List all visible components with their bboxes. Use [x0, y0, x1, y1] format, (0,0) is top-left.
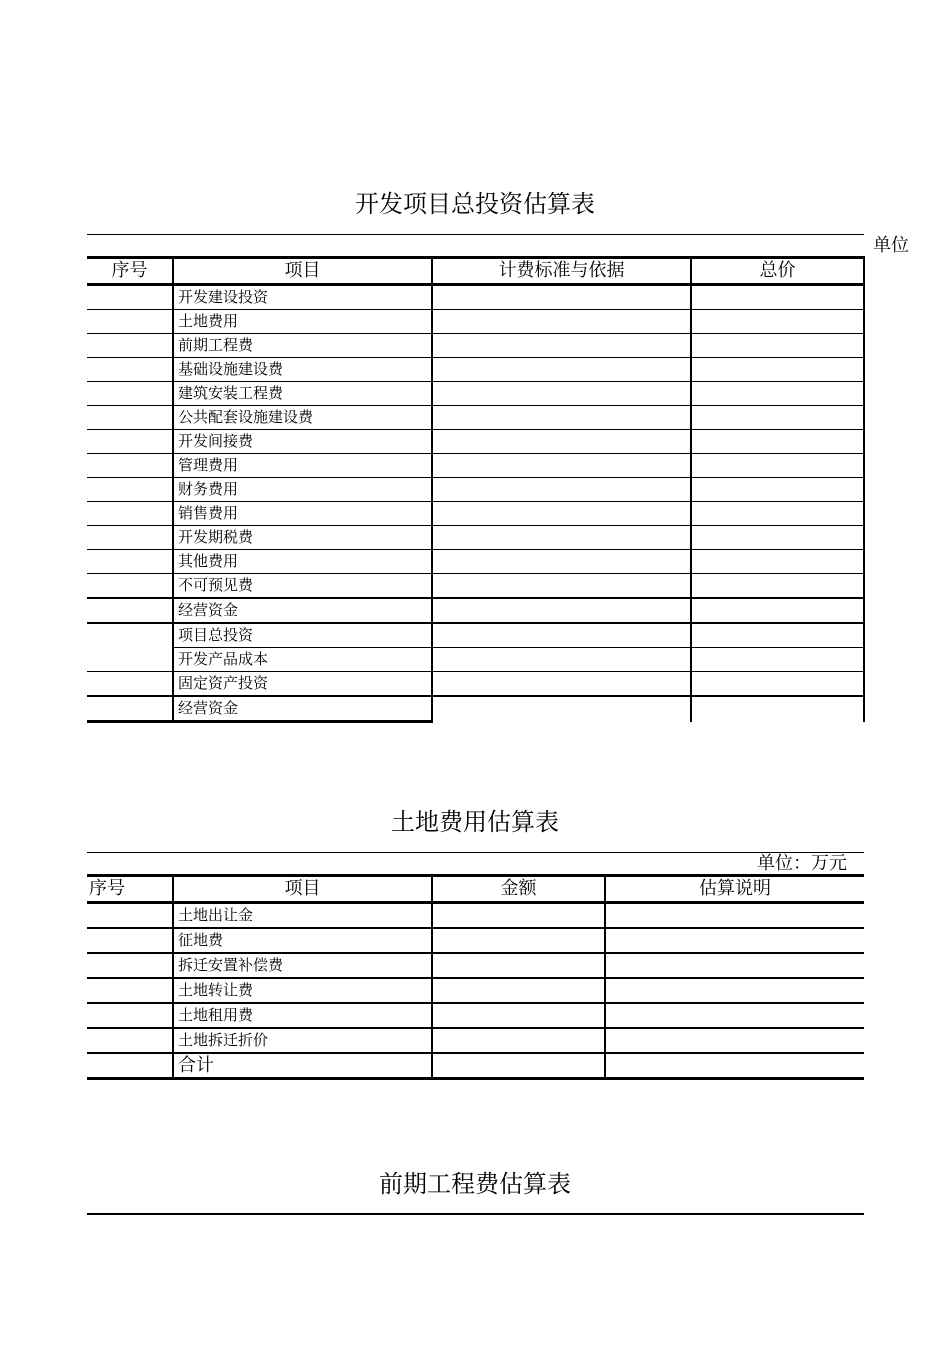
- cell-seq: [87, 928, 173, 953]
- cell-item: 土地出让金: [173, 903, 432, 929]
- table-row: [87, 623, 864, 648]
- table-row: [87, 598, 864, 623]
- header-basis: 计费标准与依据: [432, 258, 691, 285]
- cell-value: [691, 478, 864, 502]
- table-row: [87, 978, 864, 1003]
- investment-estimate-table: [87, 256, 865, 723]
- cell-seq: [87, 430, 173, 454]
- table-row: [87, 1028, 864, 1053]
- cell-item: 其他费用: [173, 550, 432, 574]
- table-row: [87, 454, 864, 478]
- cell-value: [691, 574, 864, 599]
- cell-seq: [87, 502, 173, 526]
- cell-value: [691, 285, 864, 310]
- cell-value: [432, 358, 691, 382]
- table-row: [87, 382, 864, 406]
- cell-value: [605, 1028, 864, 1053]
- header-amount: 金额: [432, 876, 605, 903]
- cell-value: [432, 334, 691, 358]
- cell-value: [432, 978, 605, 1003]
- cell-value: [432, 502, 691, 526]
- cell-value: [691, 648, 864, 672]
- table-row: [87, 310, 864, 334]
- header-seq: 序号: [87, 876, 173, 903]
- header-seq: 序号: [87, 258, 173, 285]
- cell-seq: [87, 598, 173, 623]
- cell-item: 固定资产投资: [173, 672, 432, 697]
- cell-seq: [87, 623, 173, 648]
- table1-title: 开发项目总投资估算表: [355, 190, 595, 218]
- cell-seq: [87, 978, 173, 1003]
- cell-item: 基础设施建设费: [173, 358, 432, 382]
- cell-value: [691, 696, 864, 722]
- cell-value: [432, 903, 605, 929]
- cell-value: [605, 928, 864, 953]
- table-row: [87, 1003, 864, 1028]
- table2-title-rule: [87, 852, 864, 853]
- cell-seq: [87, 334, 173, 358]
- cell-value: [691, 310, 864, 334]
- cell-seq: [87, 406, 173, 430]
- table-row: [87, 1053, 864, 1079]
- cell-value: [432, 928, 605, 953]
- cell-value: [432, 1053, 605, 1079]
- cell-value: [691, 672, 864, 697]
- cell-seq: [87, 478, 173, 502]
- cell-seq: [87, 358, 173, 382]
- header-item: 项目: [173, 258, 432, 285]
- cell-value: [432, 1028, 605, 1053]
- table-row: [87, 550, 864, 574]
- cell-value: [605, 978, 864, 1003]
- header-total: 总价: [691, 258, 864, 285]
- table-row: [87, 334, 864, 358]
- table-row: [87, 430, 864, 454]
- table1-title-rule: [87, 234, 864, 235]
- cell-item: 项目总投资: [173, 623, 432, 648]
- cell-value: [691, 358, 864, 382]
- cell-value: [691, 598, 864, 623]
- cell-value: [432, 1003, 605, 1028]
- cell-value: [691, 550, 864, 574]
- cell-seq: [87, 648, 173, 672]
- header-item: 项目: [173, 876, 432, 903]
- cell-value: [432, 285, 691, 310]
- table-row: [87, 648, 864, 672]
- cell-item: 合计: [173, 1053, 432, 1079]
- cell-seq: [87, 454, 173, 478]
- cell-item: 经营资金: [173, 696, 432, 722]
- cell-seq: [87, 526, 173, 550]
- land-cost-table: [87, 874, 864, 1080]
- cell-item: 管理费用: [173, 454, 432, 478]
- cell-item: 不可预见费: [173, 574, 432, 599]
- cell-value: [691, 430, 864, 454]
- cell-item: 公共配套设施建设费: [173, 406, 432, 430]
- cell-seq: [87, 550, 173, 574]
- cell-item: 建筑安装工程费: [173, 382, 432, 406]
- cell-value: [432, 598, 691, 623]
- cell-value: [432, 623, 691, 648]
- table-row: [87, 526, 864, 550]
- cell-value: [432, 648, 691, 672]
- cell-item: 拆迁安置补偿费: [173, 953, 432, 978]
- cell-item: 经营资金: [173, 598, 432, 623]
- cell-item: 财务费用: [173, 478, 432, 502]
- cell-value: [691, 406, 864, 430]
- table-row: [87, 574, 864, 599]
- cell-value: [432, 478, 691, 502]
- cell-seq: [87, 696, 173, 722]
- cell-value: [432, 406, 691, 430]
- cell-item: 土地拆迁折价: [173, 1028, 432, 1053]
- table-row: [87, 478, 864, 502]
- cell-item: 开发期税费: [173, 526, 432, 550]
- cell-value: [432, 430, 691, 454]
- cell-value: [432, 672, 691, 697]
- table-row: [87, 358, 864, 382]
- cell-seq: [87, 1053, 173, 1079]
- table-row: [87, 285, 864, 310]
- cell-seq: [87, 382, 173, 406]
- cell-item: 土地租用费: [173, 1003, 432, 1028]
- cell-item: 开发间接费: [173, 430, 432, 454]
- cell-value: [432, 310, 691, 334]
- cell-value: [691, 502, 864, 526]
- cell-value: [432, 574, 691, 599]
- cell-value: [605, 953, 864, 978]
- table1-unit: 单位: [873, 235, 909, 256]
- table-row: [87, 406, 864, 430]
- cell-item: 销售费用: [173, 502, 432, 526]
- cell-value: [691, 454, 864, 478]
- cell-value: [691, 623, 864, 648]
- cell-item: 前期工程费: [173, 334, 432, 358]
- cell-seq: [87, 903, 173, 929]
- cell-value: [605, 903, 864, 929]
- cell-value: [691, 526, 864, 550]
- table-row: [87, 672, 864, 697]
- cell-seq: [87, 1003, 173, 1028]
- cell-value: [432, 382, 691, 406]
- table2-unit: 单位：万元: [757, 853, 847, 874]
- table3-title: 前期工程费估算表: [379, 1170, 571, 1198]
- cell-item: 土地费用: [173, 310, 432, 334]
- cell-value: [432, 550, 691, 574]
- table-row: [87, 696, 864, 722]
- table-row: [87, 502, 864, 526]
- cell-value: [432, 953, 605, 978]
- table2-title: 土地费用估算表: [391, 808, 559, 836]
- cell-value: [432, 454, 691, 478]
- cell-seq: [87, 1028, 173, 1053]
- table3-title-rule: [87, 1213, 864, 1215]
- cell-value: [605, 1053, 864, 1079]
- cell-value: [691, 334, 864, 358]
- cell-value: [432, 526, 691, 550]
- table-row: [87, 928, 864, 953]
- cell-value: [691, 382, 864, 406]
- cell-seq: [87, 285, 173, 310]
- cell-item: 开发建设投资: [173, 285, 432, 310]
- cell-item: 开发产品成本: [173, 648, 432, 672]
- cell-seq: [87, 672, 173, 697]
- cell-seq: [87, 310, 173, 334]
- table-row: [87, 903, 864, 929]
- cell-item: 征地费: [173, 928, 432, 953]
- cell-seq: [87, 953, 173, 978]
- cell-value: [432, 696, 691, 722]
- cell-item: 土地转让费: [173, 978, 432, 1003]
- header-note: 估算说明: [605, 876, 864, 903]
- cell-value: [605, 1003, 864, 1028]
- cell-seq: [87, 574, 173, 599]
- table-row: [87, 953, 864, 978]
